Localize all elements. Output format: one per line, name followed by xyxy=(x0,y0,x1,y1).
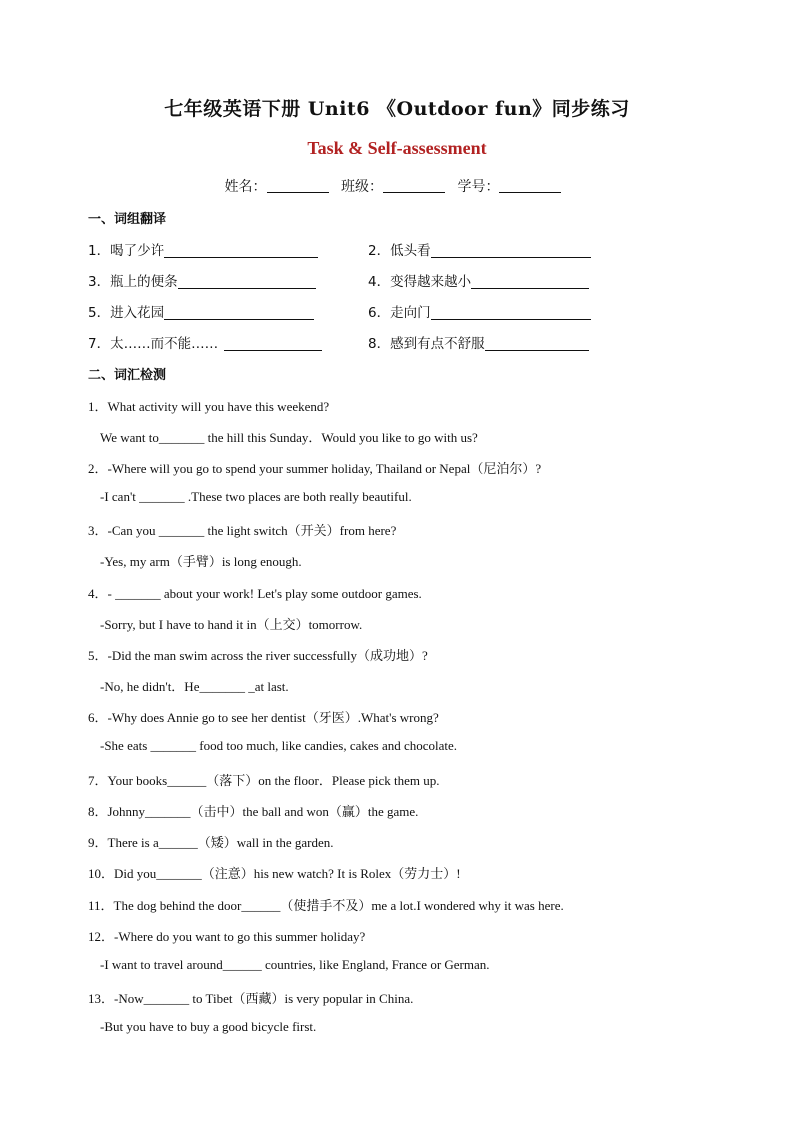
phrase-item xyxy=(368,301,591,321)
item-text: 变得越来越小 xyxy=(390,274,472,290)
question-line: 9．There is a______（矮）wall in the garden. xyxy=(88,835,334,850)
answer-blank[interactable] xyxy=(431,305,591,320)
phrase-item xyxy=(88,270,316,290)
item-number: 5． xyxy=(88,305,111,321)
item-number: 2． xyxy=(368,243,391,259)
item-text: 走向门 xyxy=(390,305,431,321)
answer-line: -But you have to buy a good bicycle first. xyxy=(100,1019,317,1034)
answer-blank[interactable] xyxy=(431,243,591,258)
answer-line: -I can't _______ .These two places are both really beautiful. xyxy=(100,489,412,504)
question-line: 13．-Now_______ to Tibet（西藏）is very popular in China. xyxy=(88,991,414,1006)
section-heading-vocabulary: 二、词汇检测 xyxy=(88,368,167,383)
phrase-item xyxy=(88,239,318,259)
item-number: 6． xyxy=(368,305,391,321)
question-line: 7．Your books______（落下）on the floor．Please pick them up. xyxy=(88,773,440,788)
question-line: 10．Did you_______（注意）his new watch? It is Rolex（劳力士）! xyxy=(88,866,461,881)
item-text: 瓶上的便条 xyxy=(110,274,178,290)
question-line: 3．-Can you _______ the light switch（开关）from here? xyxy=(88,523,397,538)
name-label: 姓名： xyxy=(224,179,267,195)
phrase-item xyxy=(368,332,589,352)
question-line: 12．-Where do you want to go this summer holiday? xyxy=(88,929,366,944)
item-text: 喝了少许 xyxy=(110,243,165,259)
section-heading-phrases: 一、词组翻译 xyxy=(88,212,167,227)
page-subtitle: Task & Self-assessment xyxy=(307,138,487,158)
item-number: 3． xyxy=(88,274,111,290)
item-text: 进入花园 xyxy=(110,305,165,321)
answer-blank[interactable] xyxy=(178,274,316,289)
question-line: 8．Johnny_______（击中）the ball and won（赢）the game. xyxy=(88,804,419,819)
item-number: 4． xyxy=(368,274,391,290)
answer-line: -Yes, my arm（手臂）is long enough. xyxy=(100,554,302,569)
item-text: 太……而不能…… xyxy=(110,336,219,352)
name-blank[interactable] xyxy=(267,178,329,193)
answer-blank[interactable] xyxy=(485,336,589,351)
question-line: 2．-Where will you go to spend your summer holiday, Thailand or Nepal（尼泊尔）? xyxy=(88,461,542,476)
answer-line: -Sorry, but I have to hand it in（上交）tomorrow. xyxy=(100,617,363,632)
class-blank[interactable] xyxy=(383,178,445,193)
phrase-item xyxy=(88,301,314,321)
phrase-item xyxy=(88,332,322,352)
question-line: 1．What activity will you have this weekend? xyxy=(88,399,330,414)
item-number: 1． xyxy=(88,243,111,259)
class-label: 班级： xyxy=(341,179,383,195)
student-info xyxy=(0,176,794,196)
answer-blank[interactable] xyxy=(471,274,589,289)
question-line: 4．- _______ about your work! Let's play some outdoor games. xyxy=(88,586,422,601)
item-number: 8． xyxy=(368,336,391,352)
question-line: 6．-Why does Annie go to see her dentist（牙医）.What's wrong? xyxy=(88,710,439,725)
page-title: 七年级英语下册 Unit6 《Outdoor fun》同步练习 xyxy=(164,98,630,120)
answer-line: We want to_______ the hill this Sunday．Would you like to go with us? xyxy=(100,430,478,445)
answer-line: -I want to travel around______ countries, like England, France or German. xyxy=(100,957,490,972)
question-line: 11．The dog behind the door______（使措手不及）me a lot.I wondered why it was here. xyxy=(88,898,564,913)
question-line: 5．-Did the man swim across the river successfully（成功地）? xyxy=(88,648,428,663)
phrase-item xyxy=(368,270,589,290)
answer-blank[interactable] xyxy=(164,243,318,258)
id-blank[interactable] xyxy=(499,178,561,193)
item-text: 低头看 xyxy=(390,243,431,259)
answer-line: -No, he didn't．He_______ _at last. xyxy=(100,679,289,694)
item-text: 感到有点不舒服 xyxy=(390,336,485,352)
id-label: 学号： xyxy=(457,179,500,195)
answer-blank[interactable] xyxy=(164,305,314,320)
answer-line: -She eats _______ food too much, like candies, cakes and chocolate. xyxy=(100,738,458,753)
answer-blank[interactable] xyxy=(224,336,322,351)
phrase-item xyxy=(368,239,591,259)
item-number: 7． xyxy=(88,336,111,352)
